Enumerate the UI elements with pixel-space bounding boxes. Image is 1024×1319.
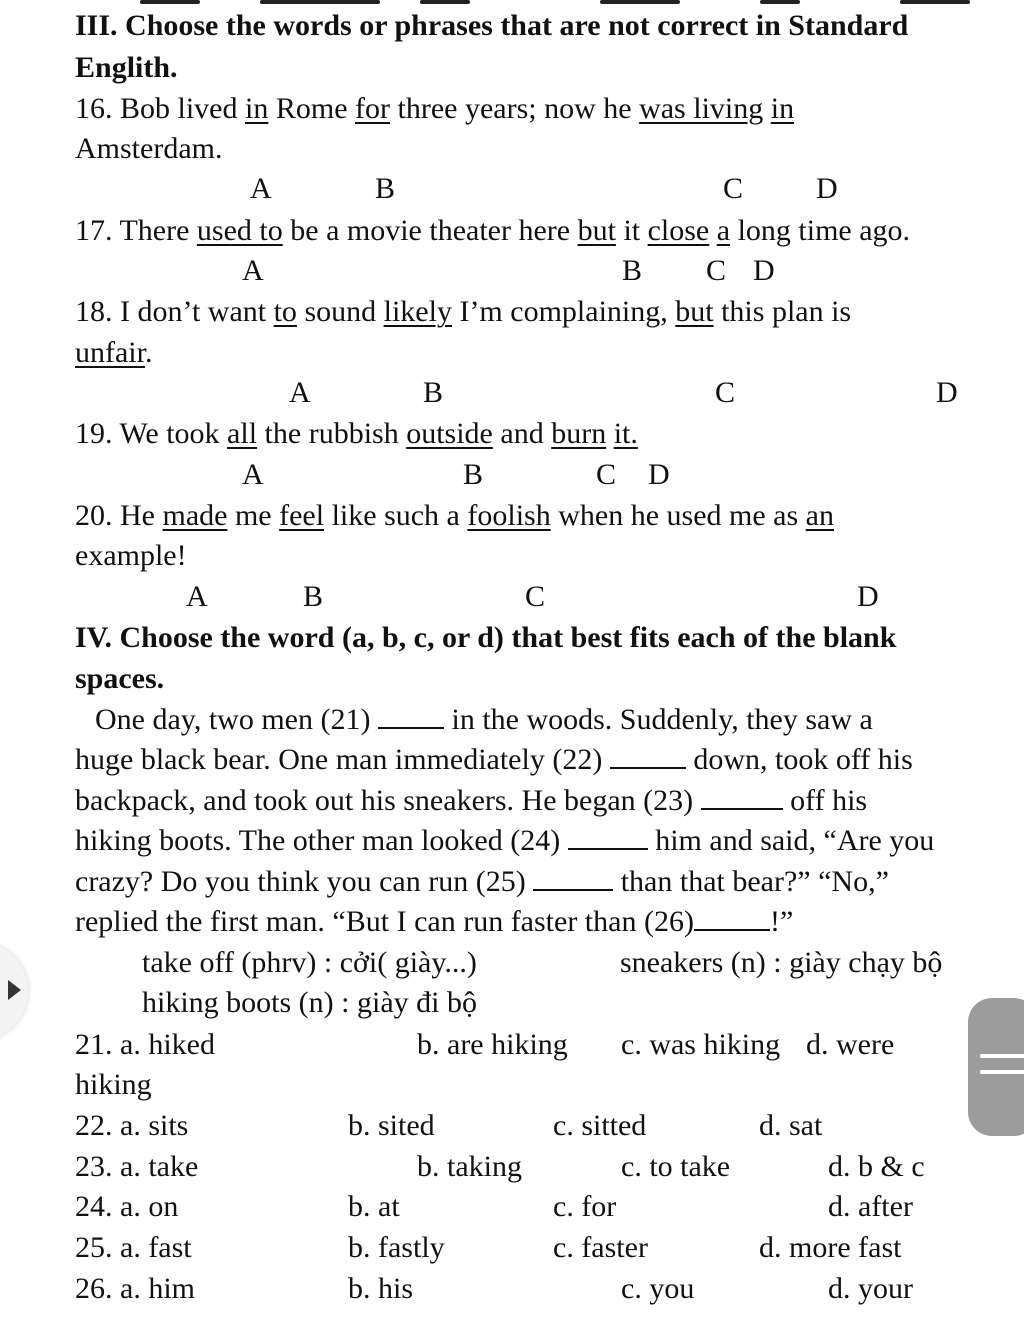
glossary-sneakers: sneakers (n) : giày chạy bộ (620, 946, 943, 979)
q16-letter-c: C (723, 172, 744, 205)
blank-24[interactable] (568, 822, 648, 850)
q19-option-a: all (227, 417, 258, 450)
q20-option-d: an (805, 499, 834, 532)
q16-option-c: was living (639, 92, 764, 125)
question-16: 16. Bob lived in Rome for three years; now he was living in (75, 92, 795, 125)
play-icon[interactable] (8, 980, 21, 1000)
q16-letter-a: A (250, 172, 272, 205)
blank-26[interactable] (694, 903, 770, 931)
question-18-cont: unfair. (75, 336, 153, 369)
section-4-heading: IV. Choose the word (a, b, c, or d) that best fits each of the blank (75, 621, 897, 654)
question-18: 18. I don’t want to sound likely I’m complaining, but this plan is (75, 295, 852, 328)
q22-option-b: b. sited (348, 1109, 435, 1142)
q26-option-c: c. you (621, 1272, 695, 1305)
passage-line-5: crazy? Do you think you can run (25) than that bear?” “No,” (75, 865, 889, 898)
q21-option-d-cont: hiking (75, 1068, 152, 1101)
q21-option-b: b. are hiking (417, 1028, 568, 1061)
section-3-heading: III. Choose the words or phrases that are not correct in Standard (75, 9, 909, 42)
q17-letter-d: D (753, 254, 775, 287)
q21-option-a: 21. a. hiked (75, 1028, 215, 1061)
question-20: 20. He made me feel like such a foolish when he used me as an (75, 499, 834, 532)
q16-letter-d: D (816, 172, 838, 205)
blank-21[interactable] (378, 701, 444, 729)
q24-option-d: d. after (828, 1190, 913, 1223)
grip-line-icon (980, 1054, 1024, 1058)
q23-option-b: b. taking (417, 1150, 522, 1183)
scroll-handle[interactable] (968, 998, 1024, 1136)
q25-option-b: b. fastly (348, 1231, 445, 1264)
q20-option-a: made (162, 499, 228, 532)
passage-line-6: replied the first man. “But I can run faster than (26) !” (75, 905, 794, 938)
blank-22[interactable] (610, 741, 686, 769)
glossary-take-off: take off (phrv) : cởi( giày...) (142, 946, 477, 979)
passage-line-4: hiking boots. The other man looked (24) him and said, “Are you (75, 824, 935, 857)
q17-letter-a: A (242, 254, 264, 287)
q16-option-b: for (355, 92, 390, 125)
q20-option-b: feel (279, 499, 325, 532)
q17-letter-c: C (706, 254, 727, 287)
q19-letter-a: A (242, 458, 264, 491)
passage-line-1: One day, two men (21) in the woods. Suddenly, they saw a (95, 703, 873, 736)
q25-option-c: c. faster (553, 1231, 648, 1264)
q23-option-c: c. to take (621, 1150, 731, 1183)
q19-option-c: burn (551, 417, 607, 450)
q19-option-b: outside (406, 417, 493, 450)
blank-25[interactable] (533, 863, 613, 891)
q19-letter-d: D (648, 458, 670, 491)
blank-23[interactable] (701, 782, 783, 810)
q17-option-a: used to (196, 214, 283, 247)
passage-line-2: huge black bear. One man immediately (22) down, took off his (75, 743, 913, 776)
q22-option-a: 22. a. sits (75, 1109, 189, 1142)
question-17: 17. There used to be a movie theater here but it close a long time ago. (75, 214, 911, 247)
q26-option-a: 26. a. him (75, 1272, 195, 1305)
glossary-hiking-boots: hiking boots (n) : giày đi bộ (142, 986, 477, 1019)
q17-option-c: close (647, 214, 710, 247)
q24-option-c: c. for (553, 1190, 617, 1223)
q18-letter-b: B (423, 376, 444, 409)
q18-option-d: unfair (75, 336, 145, 369)
q21-option-d: d. were (806, 1028, 895, 1061)
q17-letter-b: B (622, 254, 643, 287)
q20-letter-c: C (525, 580, 546, 613)
question-16-cont: Amsterdam. (75, 132, 223, 165)
q20-letter-b: B (303, 580, 324, 613)
question-19: 19. We took all the rubbish outside and burn it. (75, 417, 638, 450)
q23-option-a: 23. a. take (75, 1150, 199, 1183)
q19-option-d: it. (613, 417, 638, 450)
q19-letter-c: C (596, 458, 617, 491)
q18-letter-d: D (936, 376, 958, 409)
q17-option-b: but (577, 214, 616, 247)
section-4-heading-cont: spaces. (75, 662, 165, 695)
q18-option-b: likely (383, 295, 452, 328)
grip-line-icon (980, 1070, 1024, 1074)
q21-option-c: c. was hiking (621, 1028, 781, 1061)
q24-option-b: b. at (348, 1190, 400, 1223)
question-20-cont: example! (75, 539, 187, 572)
q22-option-c: c. sitted (553, 1109, 647, 1142)
q24-option-a: 24. a. on (75, 1190, 179, 1223)
section-3-heading-cont: Englith. (75, 51, 178, 84)
q26-option-b: b. his (348, 1272, 414, 1305)
q20-letter-a: A (186, 580, 208, 613)
q18-option-a: to (273, 295, 297, 328)
q20-option-c: foolish (467, 499, 551, 532)
q22-option-d: d. sat (759, 1109, 823, 1142)
q19-letter-b: B (463, 458, 484, 491)
q16-option-d: in (770, 92, 795, 125)
q20-letter-d: D (857, 580, 879, 613)
q23-option-d: d. b & c (828, 1150, 925, 1183)
q18-option-c: but (675, 295, 714, 328)
q18-letter-c: C (715, 376, 736, 409)
q26-option-d: d. your (828, 1272, 913, 1305)
q16-letter-b: B (375, 172, 396, 205)
q17-option-d: a (716, 214, 731, 247)
q25-option-d: d. more fast (759, 1231, 902, 1264)
q16-option-a: in (245, 92, 269, 125)
q25-option-a: 25. a. fast (75, 1231, 192, 1264)
q18-letter-a: A (289, 376, 311, 409)
passage-line-3: backpack, and took out his sneakers. He began (23) off his (75, 784, 868, 817)
